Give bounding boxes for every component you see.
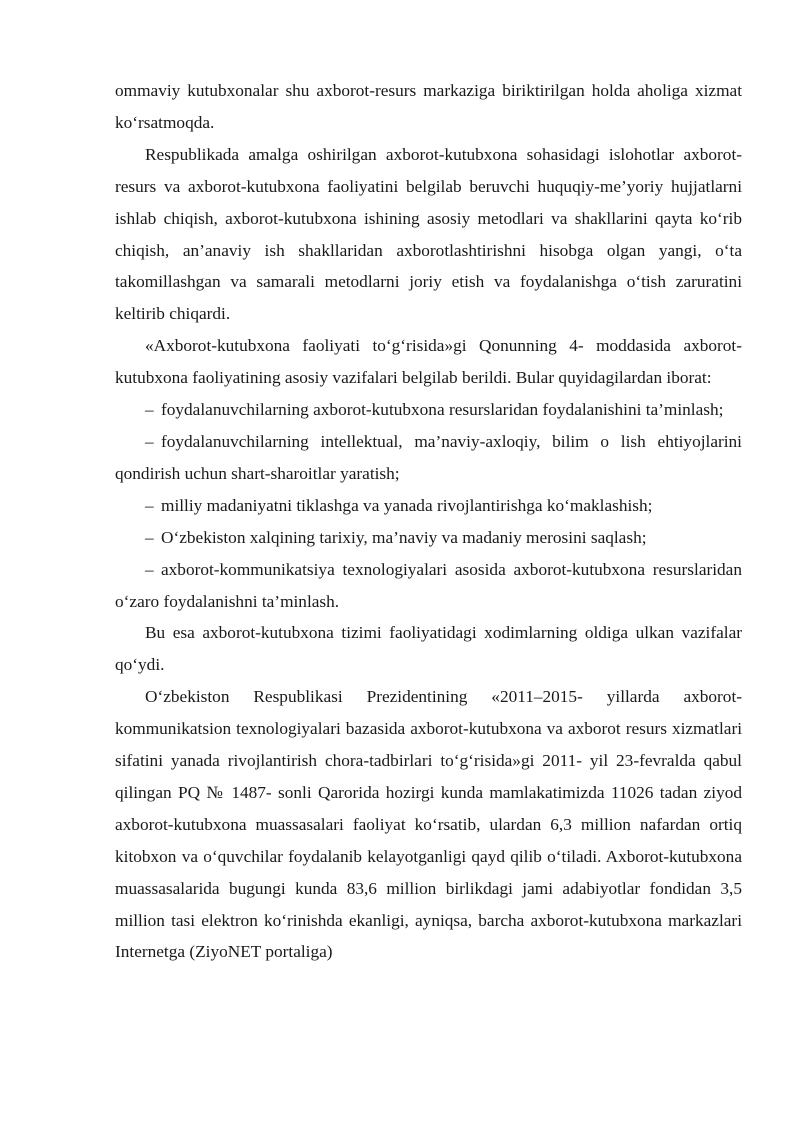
list-item-text: milliy madaniyatni tiklashga va yanada rivojlantirishga ko‘maklashish;	[161, 495, 653, 515]
list-item	[115, 554, 742, 618]
list-item	[115, 426, 742, 490]
paragraph-5: O‘zbekiston Respublikasi Prezidentining «2011–2015- yillarda axborot-kommunikatsion texnologiyalari bazasida axborot-kutubxona va axborot resurs xizmatlari sifatini yanada rivojlantirish chora-tadbirlari to‘g‘risida»gi 2011- yil 23-fevralda qabul qilingan PQ № 1487- sonli Qarorida hozirgi kunda mamlakatimizda 11026 tadan ziyod axborot-kutubxona muassasalari faoliyat ko‘rsatib, ulardan 6,3 million nafardan ortiq kitobxon va o‘quvchilar foydalanib kelayotganligi qayd qilib o‘tiladi. Axborot-kutubxona muassasalarida bugungi kunda 83,6 million birlikdagi jami adabiyotlar fondidan 3,5 million tasi elektron ko‘rinishda ekanligi, ayniqsa, barcha axborot-kutubxona markazlari Internetga (ZiyoNET portaliga)	[115, 687, 742, 962]
list-item-text: axborot-kommunikatsiya texnologiyalari asosida axborot-kutubxona resurslaridan o‘zaro foydalanishni ta’minlash.	[115, 559, 742, 611]
paragraph-2: Respublikada amalga oshirilgan axborot-kutubxona sohasidagi islohotlar axborot-resurs va axborot-kutubxona faoliyatini belgilab beruvchi huquqiy-me’yoriy hujjatlarni ishlab chiqish, axborot-kutubxona ishining asosiy metodlari va shakllarini qayta ko‘rib chiqish, an’anaviy ish shakllaridan axborotlashtirishni hisobga olgan yangi, o‘ta takomillashgan va samarali metodlarni joriy etish va foydalanishga o‘tish zaruratini keltirib chiqardi.	[115, 144, 742, 324]
list-item-text: foydalanuvchilarning intellektual, ma’naviy-axloqiy, bilim o lish ehtiyojlarini qondirish uchun shart-sharoitlar yaratish;	[115, 431, 742, 483]
list-item-text: O‘zbekiston xalqining tarixiy, ma’naviy va madaniy merosini saqlash;	[161, 527, 647, 547]
paragraph-4: Bu esa axborot-kutubxona tizimi faoliyatidagi xodimlarning oldiga ulkan vazifalar qo‘ydi.	[115, 623, 742, 675]
paragraph-3: «Axborot-kutubxona faoliyati to‘g‘risida»gi Qonunning 4- moddasida axborot-kutubxona faoliyatining asosiy vazifalari belgilab berildi. Bular quyidagilardan iborat:	[115, 336, 742, 388]
list-item	[115, 522, 742, 554]
dash-marker: –	[145, 400, 154, 420]
dash-marker: –	[145, 559, 154, 579]
list-item	[115, 490, 742, 522]
document-page	[115, 75, 742, 968]
paragraph-1: ommaviy kutubxonalar shu axborot-resurs markaziga biriktirilgan holda aholiga xizmat ko‘rsatmoqda.	[115, 81, 742, 132]
dash-marker: –	[145, 431, 154, 451]
dash-marker: –	[145, 527, 154, 547]
dash-marker: –	[145, 495, 154, 515]
list-item-text: foydalanuvchilarning axborot-kutubxona resurslaridan foydalanishini ta’minlash;	[161, 400, 724, 420]
list-item	[115, 394, 742, 426]
